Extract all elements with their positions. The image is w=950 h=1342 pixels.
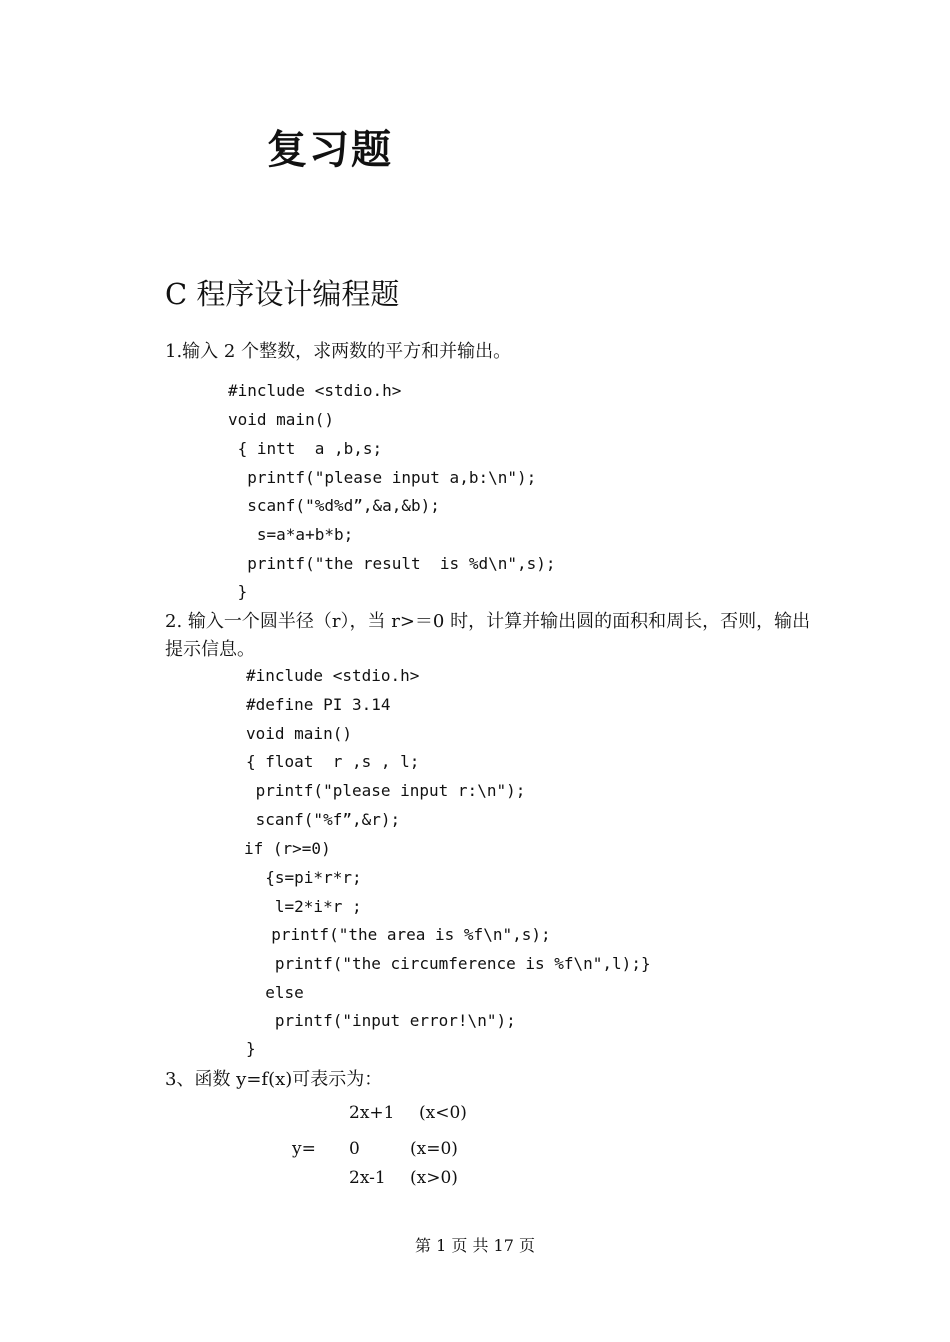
- q2-code-line: {s=pi*r*r;: [246, 868, 362, 887]
- case-condition: (x=0): [410, 1139, 458, 1159]
- case-condition: (x>0): [410, 1168, 458, 1188]
- question-1-text: 1.输入 2 个整数，求两数的平方和并输出。: [165, 341, 512, 362]
- q2-code-line: l=2*i*r ;: [246, 897, 362, 916]
- q1-code-line: printf("please input a,b:\n");: [228, 468, 537, 487]
- question-2-text-cont: 提示信息。: [165, 639, 255, 660]
- page-footer: 第 1 页 共 17 页: [415, 1236, 535, 1255]
- q2-code-line: { float r ,s , l;: [246, 752, 420, 771]
- question-2-text: 2. 输入一个圆半径（r），当 r>＝0 时，计算并输出圆的面积和周长，否则，输出: [165, 611, 811, 632]
- case-expression: 0: [349, 1139, 360, 1159]
- q2-code-line: void main(): [246, 724, 352, 743]
- q2-code-line: printf("please input r:\n");: [246, 781, 526, 800]
- page-title: 复习题: [267, 127, 393, 173]
- section-title: C 程序设计编程题: [165, 277, 400, 311]
- q2-code-line: scanf("%f”,&r);: [246, 810, 401, 829]
- case-condition: (x<0): [419, 1103, 467, 1123]
- q2-code-line: }: [246, 1039, 256, 1058]
- q1-code-line: void main(): [228, 410, 334, 429]
- q2-code-line: printf("the circumference is %f\n",l);}: [246, 954, 651, 973]
- function-y-label: y=: [292, 1139, 316, 1159]
- q1-code-line: printf("the result is %d\n",s);: [228, 554, 556, 573]
- q2-code-line: #include <stdio.h>: [246, 666, 420, 685]
- q2-code-line: printf("input error!\n");: [246, 1011, 516, 1030]
- q1-code-line: }: [228, 582, 248, 601]
- q1-code-line: { intt a ,b,s;: [228, 439, 383, 458]
- q2-code-line: else: [246, 983, 304, 1002]
- q2-code-line: #define PI 3.14: [246, 695, 391, 714]
- q2-code-line: printf("the area is %f\n",s);: [252, 925, 551, 944]
- q2-code-line: if (r>=0): [244, 839, 331, 858]
- case-expression: 2x+1: [349, 1103, 395, 1123]
- question-3-text: 3、函数 y=f(x)可表示为：: [165, 1069, 383, 1090]
- case-expression: 2x-1: [349, 1168, 386, 1188]
- q1-code-line: scanf("%d%d”,&a,&b);: [228, 496, 440, 515]
- q1-code-line: s=a*a+b*b;: [228, 525, 354, 544]
- q1-code-line: #include <stdio.h>: [228, 381, 402, 400]
